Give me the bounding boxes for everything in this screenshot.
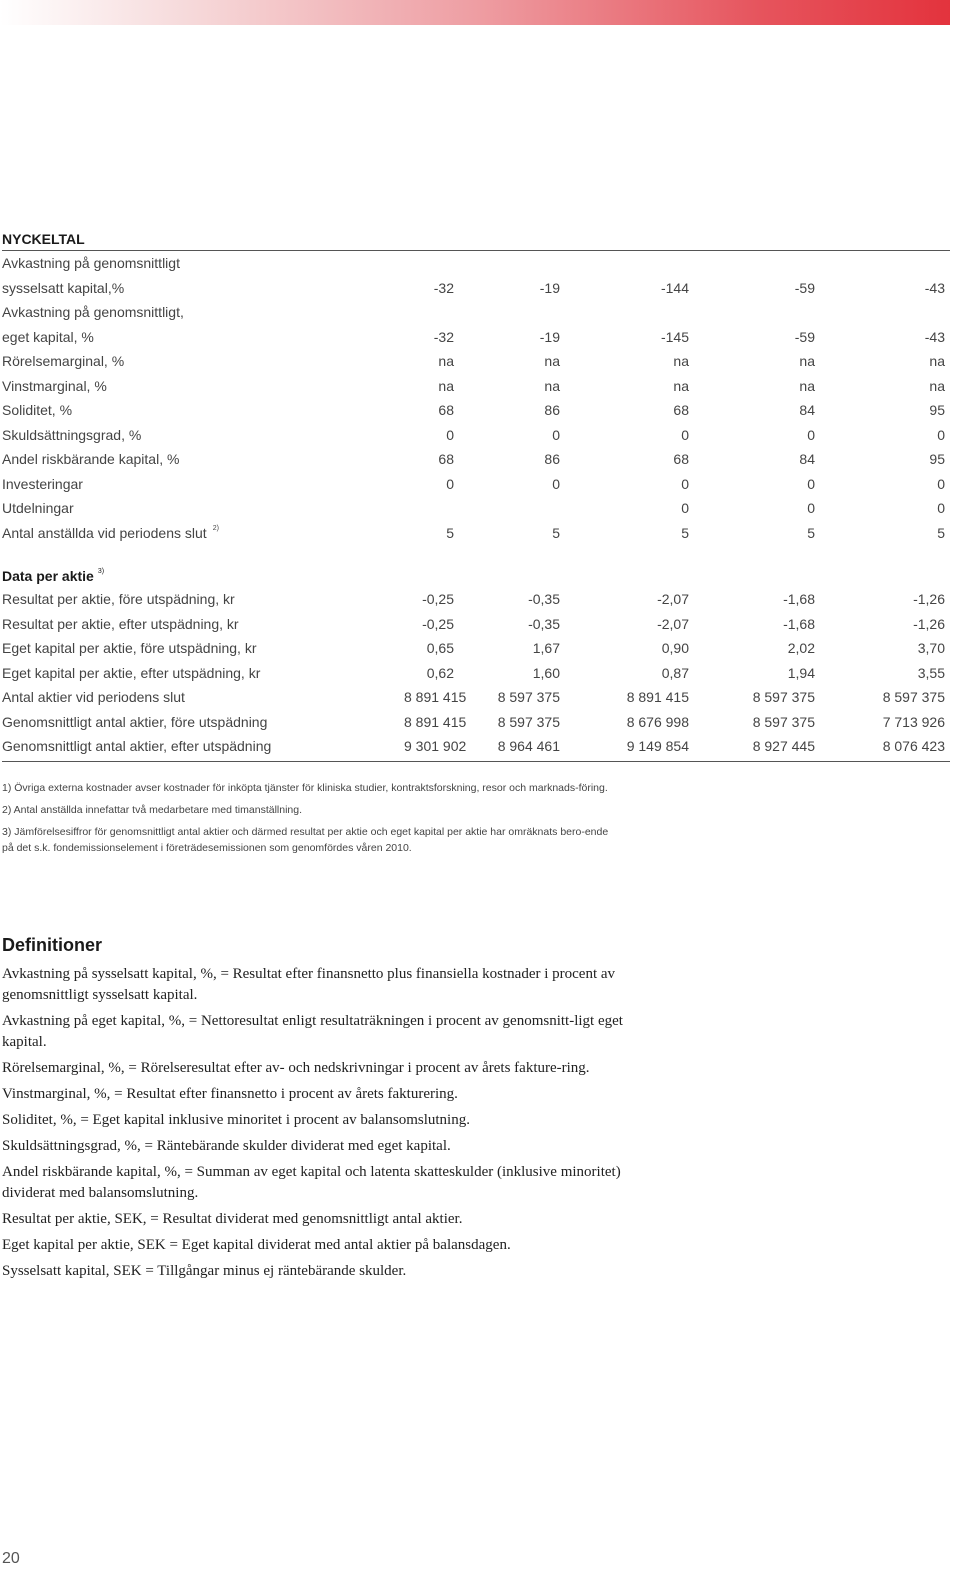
value-cell: -0,35 [528,615,560,632]
table-row [2,472,950,497]
row-label-text: Eget kapital per aktie, efter utspädning, kr [2,664,261,681]
table-row [2,398,950,423]
value-cell: 8 597 375 [882,689,945,705]
value-cell: 86 [544,451,560,467]
table-row [2,349,950,374]
value-cell: 8 891 415 [404,713,467,730]
value-cell: na [544,377,560,394]
definition-item: Sysselsatt kapital, SEK = Tillgångar minus ej räntebärande skulder. [2,1263,407,1279]
value-cell: na [799,353,815,369]
row-label [2,349,404,374]
row-label [2,661,404,686]
table-row [2,612,950,637]
row-label [2,710,404,735]
value-cell: 2,02 [787,640,815,656]
value-cell: 8 891 415 [626,689,689,705]
footnotes [2,780,622,862]
value-cell: -2,07 [657,591,689,607]
value-cell: 68 [438,451,454,467]
value-cell: 68 [673,402,689,418]
per-aktie-rows [2,587,950,759]
table-row [2,587,950,612]
value-cell: 0 [937,426,945,443]
per-aktie-title [2,565,950,587]
value-cell: -2,07 [657,615,689,632]
value-cell: 0 [807,426,815,443]
value-cell: -1,26 [913,591,945,607]
row-values [404,612,945,637]
definition-item: Resultat per aktie, SEK, = Resultat dividerat med genomsnittligt antal aktier. [2,1211,463,1227]
table-row [2,734,950,759]
row-values [404,349,945,374]
row-values [404,636,945,661]
value-cell: 95 [929,402,945,418]
row-label-text: Rörelsemarginal, % [2,353,125,369]
value-cell: -19 [539,279,560,296]
row-label-text: Eget kapital per aktie, före utspädning, kr [2,640,257,656]
value-cell: 3,55 [917,664,945,681]
table-row [2,661,950,686]
value-cell: 1,67 [532,640,560,656]
value-cell: 5 [681,524,689,541]
row-values [404,374,945,399]
value-cell: -1,68 [783,591,815,607]
value-cell: 0 [807,500,815,516]
nyckeltal-rows [2,251,950,545]
row-values [404,398,945,423]
value-cell: na [544,353,560,369]
definitions-title: Definitioner [2,935,103,955]
row-label-text: Antal aktier vid periodens slut [2,689,185,705]
value-cell: 8 597 375 [497,689,560,705]
table-row [2,300,950,349]
value-cell: -32 [433,328,454,345]
value-cell: 5 [937,524,945,541]
value-cell: 8 076 423 [882,738,945,754]
header-gradient-bar [0,0,950,25]
value-cell: -59 [794,328,815,345]
table-row [2,636,950,661]
row-label [2,612,404,637]
row-values [404,423,945,448]
definition-item: Rörelsemarginal, %, = Rörelseresultat efter av- och nedskrivningar i procent av årets fakture-ring. [2,1060,590,1076]
value-cell: 8 597 375 [752,713,815,730]
row-label [2,300,404,349]
row-label-text: Genomsnittligt antal aktier, före utspädning [2,713,268,730]
row-label [2,496,404,521]
per-aktie-note-ref: 3) [97,568,105,575]
value-cell: 7 713 926 [882,713,945,730]
value-cell: 0 [937,475,945,492]
row-values [404,587,945,612]
row-label [2,447,404,472]
value-cell: 5 [446,524,454,541]
row-values [404,661,945,686]
table-rule-bottom [2,761,950,762]
value-cell: na [673,353,689,369]
value-cell: -145 [660,328,689,345]
section-gap [2,545,950,565]
value-cell: 0 [681,475,689,492]
value-cell: 0,65 [426,640,454,656]
definition-item: Eget kapital per aktie, SEK = Eget kapital dividerat med antal aktier på balansdagen. [2,1237,511,1253]
value-cell: 0 [446,475,454,492]
value-cell: 8 927 445 [752,738,815,754]
value-cell: 0,87 [661,664,689,681]
row-label-text: Andel riskbärande kapital, % [2,451,180,467]
value-cell: -59 [794,279,815,296]
value-cell: 95 [929,451,945,467]
row-label [2,374,404,399]
value-cell: na [673,377,689,394]
table-row [2,685,950,710]
row-label [2,587,404,612]
value-cell: 0 [807,475,815,492]
nyckeltal-title [2,228,950,250]
row-values [404,521,945,546]
value-cell: na [799,377,815,394]
table-row [2,496,950,521]
value-cell: -0,25 [422,591,454,607]
row-values [404,325,945,350]
page-number: 20 [2,1550,20,1567]
value-cell [454,496,560,521]
footnote-1: 1) Övriga externa kostnader avser kostnader för inköpta tjänster för kliniska studier, kontraktsforskning, resor och marknads-föring. [2,782,608,794]
value-cell: 86 [544,402,560,418]
row-label-text: Genomsnittligt antal aktier, efter utspädning [2,738,272,754]
definition-item: Andel riskbärande kapital, %, = Summan av eget kapital och latenta skatteskulder (inklusive minoritet) dividerat med balansomslutning. [2,1164,621,1201]
value-cell: -43 [924,279,945,296]
table-row [2,447,950,472]
table-row [2,710,950,735]
value-cell: 0 [552,475,560,492]
row-values [404,472,945,497]
value-cell: 0 [937,500,945,516]
per-aktie-title-text: Data per aktie [2,568,94,584]
table-row [2,374,950,399]
row-label-text: Avkastning på genomsnittligt, eget kapital, % [2,304,184,345]
definition-item: Soliditet, %, = Eget kapital inklusive minoritet i procent av balansomslutning. [2,1112,470,1128]
row-label-text: Vinstmarginal, % [2,377,107,394]
row-label-text: Skuldsättningsgrad, % [2,426,142,443]
row-note-ref: 2) [212,524,219,532]
value-cell: na [929,353,945,369]
value-cell: 8 964 461 [497,738,560,754]
value-cell: 3,70 [917,640,945,656]
row-label-text: Avkastning på genomsnittligt sysselsatt kapital,% [2,255,180,296]
definition-item: Skuldsättningsgrad, %, = Räntebärande skulder dividerat med eget kapital. [2,1138,451,1154]
value-cell [404,496,454,521]
value-cell: na [438,353,454,369]
value-cell: na [438,377,454,394]
value-cell: 0 [552,426,560,443]
value-cell: 8 891 415 [404,689,467,705]
footnote-2: 2) Antal anställda innefattar två medarbetare med timanställning. [2,804,303,816]
key-figures-table [2,228,950,762]
value-cell: 9 301 902 [404,738,467,754]
value-cell: -32 [433,279,454,296]
value-cell: -1,68 [783,615,815,632]
value-cell: -1,26 [913,615,945,632]
row-label [2,398,404,423]
value-cell: 5 [552,524,560,541]
value-cell: 8 676 998 [626,713,689,730]
value-cell: 1,60 [532,664,560,681]
nyckeltal-title-text: NYCKELTAL [2,231,85,247]
row-label-text: Soliditet, % [2,402,73,418]
value-cell: -144 [660,279,689,296]
value-cell: 0,90 [661,640,689,656]
row-label [2,636,404,661]
value-cell: 8 597 375 [497,713,560,730]
value-cell: 1,94 [787,664,815,681]
row-label-text: Investeringar [2,475,83,492]
value-cell: 5 [807,524,815,541]
row-values [404,734,945,759]
footnote-3: 3) Jämförelsesiffror för genomsnittligt antal aktier och därmed resultat per aktie och eget kapital per aktie har omräknats bero-ende på det s.k. fondemissionselement i företrädesemissionen som genomfördes våren 2010. [2,826,609,854]
value-cell: 68 [673,451,689,467]
value-cell: 8 597 375 [752,689,815,705]
table-row [2,251,950,300]
row-label [2,423,404,448]
row-label [2,685,404,710]
value-cell: 84 [799,402,815,418]
row-label-text: Resultat per aktie, före utspädning, kr [2,591,235,607]
row-values [404,447,945,472]
row-values [404,710,945,735]
table-row [2,423,950,448]
value-cell: 0,62 [426,664,454,681]
definition-item: Vinstmarginal, %, = Resultat efter finansnetto i procent av årets fakturering. [2,1086,458,1102]
row-label [2,521,404,546]
value-cell: 0 [681,500,689,516]
row-label-text: Utdelningar [2,500,74,516]
value-cell: 68 [438,402,454,418]
value-cell: 0 [681,426,689,443]
row-label [2,472,404,497]
row-label-text: Antal anställda vid periodens slut [2,524,207,541]
row-values [404,276,945,301]
definitions-section [2,932,627,1287]
row-values [404,685,945,710]
definition-item: Avkastning på sysselsatt kapital, %, = Resultat efter finansnetto plus finansiella kostnader i procent av genomsnittligt sysselsatt kapital. [2,966,616,1003]
value-cell: -0,35 [528,591,560,607]
value-cell: na [929,377,945,394]
value-cell: -19 [539,328,560,345]
value-cell: 84 [799,451,815,467]
definition-item: Avkastning på eget kapital, %, = Nettoresultat enligt resultaträkningen i procent av genomsnitt-ligt eget kapital. [2,1013,623,1050]
value-cell: -0,25 [422,615,454,632]
row-label [2,251,404,300]
value-cell: -43 [924,328,945,345]
table-row [2,521,950,546]
value-cell: 9 149 854 [626,738,689,754]
value-cell: 0 [446,426,454,443]
row-label-text: Resultat per aktie, efter utspädning, kr [2,615,239,632]
row-values [404,496,945,521]
row-label [2,734,404,759]
